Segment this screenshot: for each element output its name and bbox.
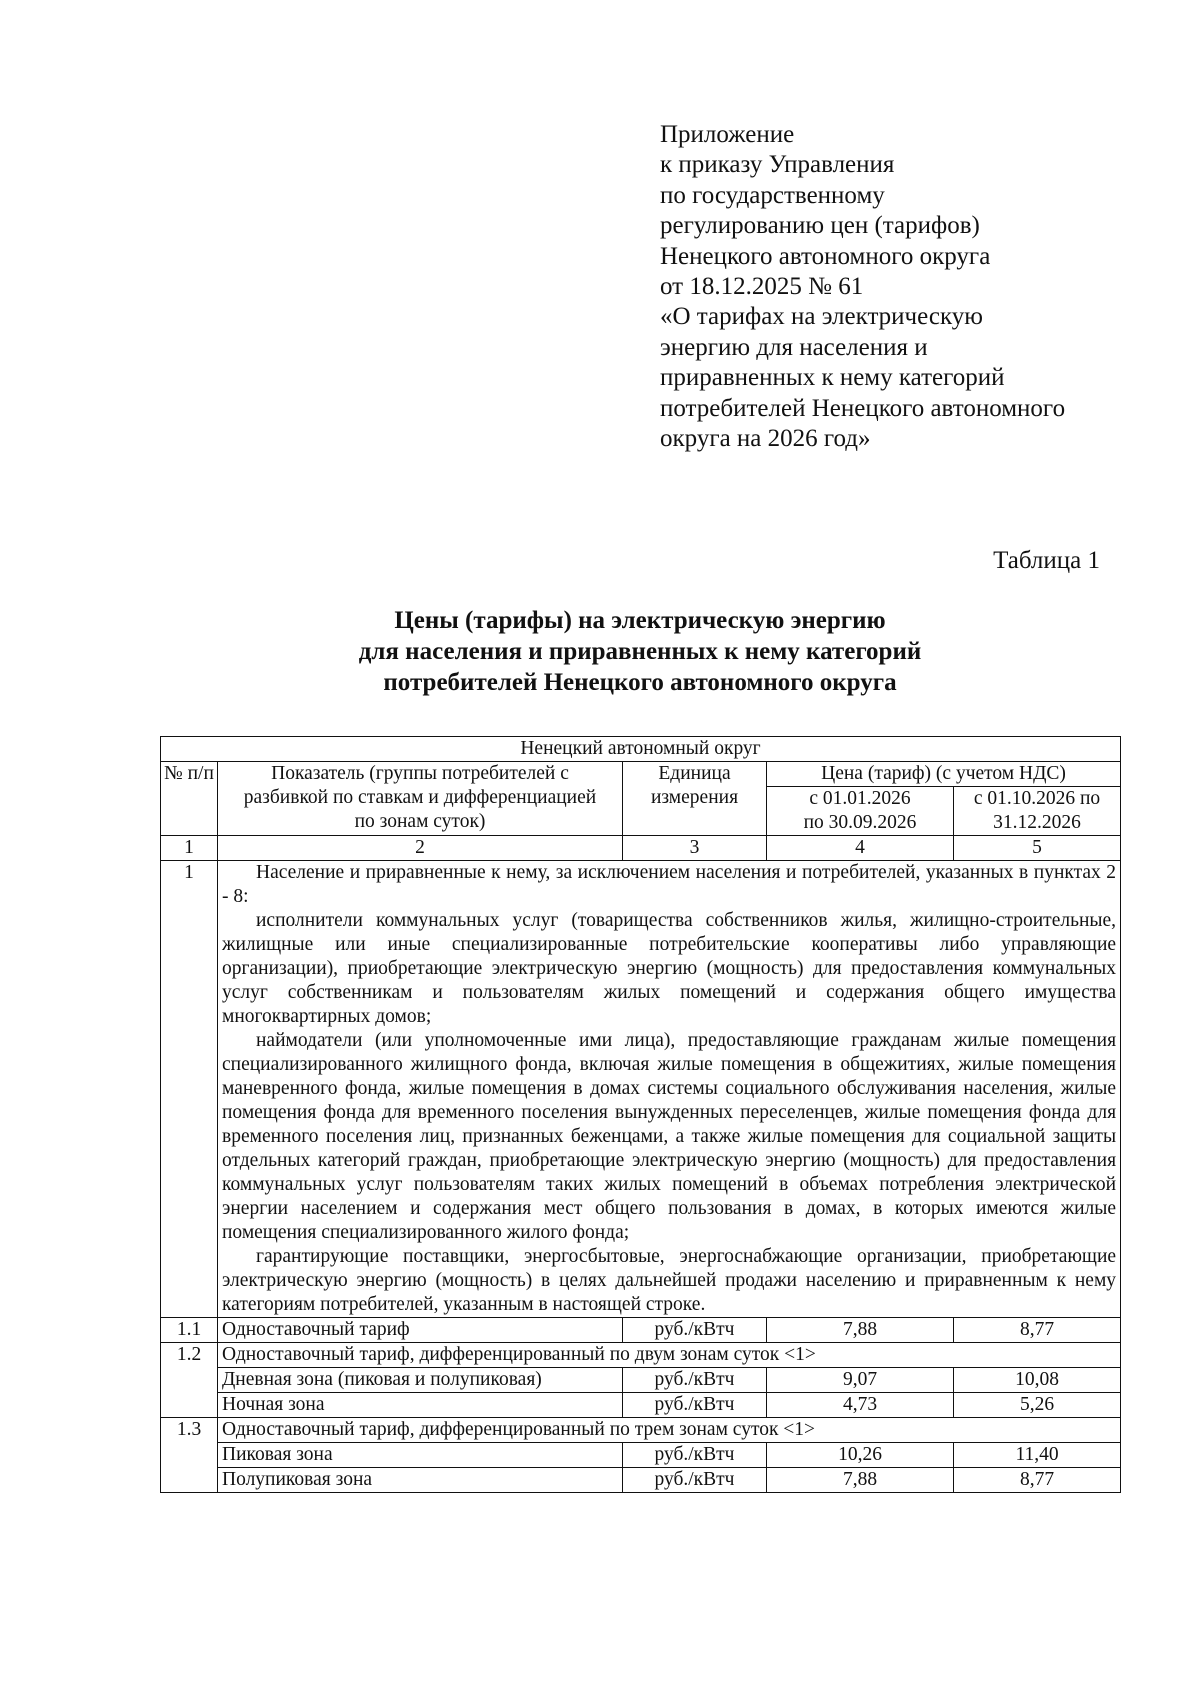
column-number: 4 (767, 836, 954, 861)
table-row (161, 1468, 1121, 1493)
header-line: округа на 2026 год» (660, 425, 871, 453)
row-number: 1.2 (161, 1343, 218, 1418)
tariff-name: Одноставочный тариф, дифференцированный по двум зонам суток <1> (218, 1343, 1121, 1368)
table-row (161, 1368, 1121, 1393)
col-header-num: № п/п (161, 762, 218, 836)
row-number: 1 (161, 861, 218, 1318)
consumer-group-description (218, 861, 1121, 1318)
tariff-name: Одноставочный тариф (218, 1318, 623, 1343)
table-row (161, 1418, 1121, 1443)
tariff-value-period-2: 11,40 (954, 1443, 1121, 1468)
header-line: потребителей Ненецкого автономного (660, 394, 1066, 422)
zone-name: Полупиковая зона (218, 1468, 623, 1493)
tariff-unit: руб./кВтч (623, 1368, 767, 1393)
header-line: регулированию цен (тарифов) (660, 212, 980, 240)
tariff-unit: руб./кВтч (623, 1318, 767, 1343)
header-line: по государственному (660, 181, 885, 209)
tariff-value-period-2: 5,26 (954, 1393, 1121, 1418)
tariff-value-period-2: 8,77 (954, 1468, 1121, 1493)
title-line: Цены (тарифы) на электрическую энергию (394, 607, 886, 634)
tariff-name: Одноставочный тариф, дифференцированный по трем зонам суток <1> (218, 1418, 1121, 1443)
document-title (160, 605, 1120, 698)
description-paragraph: наймодатели (или уполномоченные ими лица), предоставляющие гражданам жилые помещения специализированного жилищного фонда, включая жилые помещения в общежитиях, жилые помещения маневренного фонда, жилые помещения в домах системы социального обслуживания населения, жилые помещения фонда для временного поселения вынужденных переселенцев, жилые помещения фонда для временного поселения лиц, признанных беженцами, а также жилые помещения для социальной защиты отдельных категорий граждан, приобретающие электрическую энергию (мощность) для предоставления коммунальных услуг пользователям таких жилых помещений в объемах потребления электрической энергии населением и содержания мест общего пользования в домах, в которых имеются жилые помещения специализированного жилого фонда; (222, 1030, 1117, 1243)
row-number: 1.3 (161, 1418, 218, 1493)
description-paragraph: Население и приравненные к нему, за исключением населения и потребителей, указанных в пунктах 2 - 8: (222, 862, 1117, 907)
header-line: приравненных к нему категорий (660, 364, 1005, 392)
column-number: 2 (218, 836, 623, 861)
appendix-header (660, 120, 1130, 454)
table-row (161, 836, 1121, 861)
header-line: энергию для населения и (660, 333, 928, 361)
tariff-value-period-2: 10,08 (954, 1368, 1121, 1393)
zone-name: Дневная зона (пиковая и полупиковая) (218, 1368, 623, 1393)
column-number: 5 (954, 836, 1121, 861)
title-line: для населения и приравненных к нему категорий (358, 638, 922, 665)
header-line: от 18.12.2025 № 61 (660, 273, 864, 301)
title-line: потребителей Ненецкого автономного округа (383, 669, 897, 696)
col-header-period-2: с 01.10.2026 по 31.12.2026 (954, 787, 1121, 836)
table-row (161, 1318, 1121, 1343)
tariff-unit: руб./кВтч (623, 1443, 767, 1468)
region-header: Ненецкий автономный округ (161, 737, 1121, 762)
header-line: Приложение (660, 121, 795, 148)
column-number: 3 (623, 836, 767, 861)
tariff-value-period-1: 7,88 (767, 1468, 954, 1493)
tariff-value-period-1: 10,26 (767, 1443, 954, 1468)
table-row (161, 1393, 1121, 1418)
header-line: «О тарифах на электрическую (660, 303, 983, 331)
tariff-value-period-1: 4,73 (767, 1393, 954, 1418)
description-paragraph: гарантирующие поставщики, энергосбытовые, энергоснабжающие организации, приобретающие электрическую энергию (мощность) в целях дальнейшей продажи населению и приравненным к нему категориям потребителей, указанным в настоящей строке. (222, 1246, 1117, 1315)
column-number: 1 (161, 836, 218, 861)
tariff-value-period-2: 8,77 (954, 1318, 1121, 1343)
header-line: Ненецкого автономного округа (660, 242, 991, 270)
table-row (161, 861, 1121, 1318)
tariff-value-period-1: 9,07 (767, 1368, 954, 1393)
table-row (161, 737, 1121, 762)
row-number: 1.1 (161, 1318, 218, 1343)
table-label: Таблица 1 (993, 547, 1100, 574)
col-header-period-1: с 01.01.2026 по 30.09.2026 (767, 787, 954, 836)
zone-name: Ночная зона (218, 1393, 623, 1418)
tariff-unit: руб./кВтч (623, 1393, 767, 1418)
tariff-value-period-1: 7,88 (767, 1318, 954, 1343)
col-header-price: Цена (тариф) (с учетом НДС) (767, 762, 1121, 787)
col-header-indicator: Показатель (группы потребителей с разбивкой по ставкам и дифференциацией по зонам суток) (218, 762, 623, 836)
zone-name: Пиковая зона (218, 1443, 623, 1468)
table-row (161, 762, 1121, 787)
header-line: к приказу Управления (660, 151, 895, 179)
table-row (161, 1443, 1121, 1468)
table-row (161, 1343, 1121, 1368)
col-header-unit: Единица измерения (623, 762, 767, 836)
tariff-table (160, 736, 1121, 1493)
tariff-unit: руб./кВтч (623, 1468, 767, 1493)
description-paragraph: исполнители коммунальных услуг (товарищества собственников жилья, жилищно-строительные, жилищные или иные специализированные потребительские кооперативы либо управляющие организации), приобретающие электрическую энергию (мощность) для предоставления коммунальных услуг собственникам и пользователям жилых помещений и содержания общего имущества многоквартирных домов; (222, 910, 1117, 1027)
